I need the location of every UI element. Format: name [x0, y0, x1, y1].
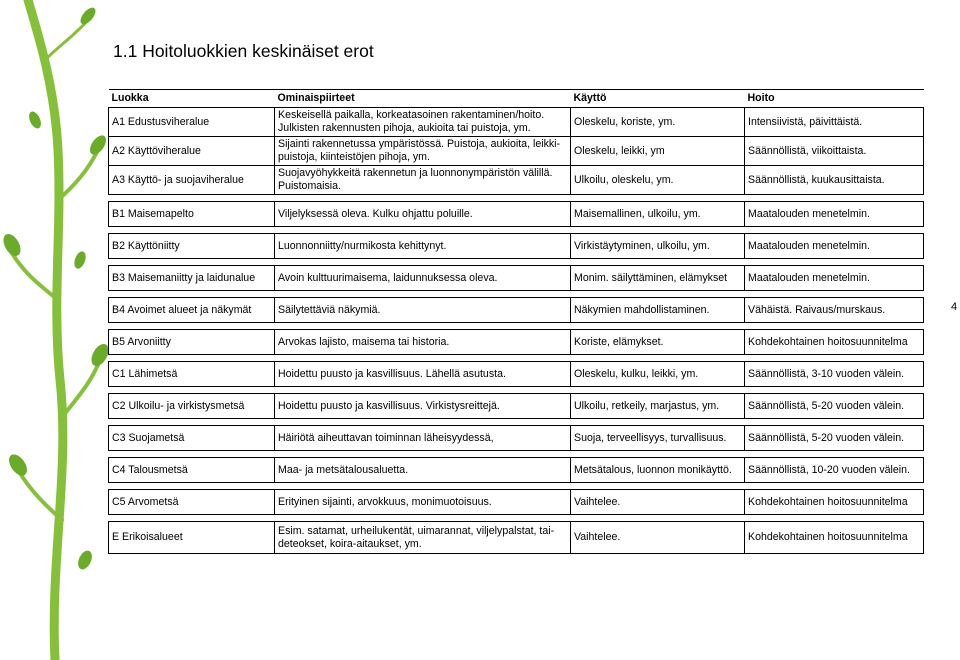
header-kaytto: Käyttö — [571, 90, 745, 108]
cell-hoito: Kohdekohtainen hoitosuunnitelma — [745, 490, 924, 515]
cell-kaytto: Vaihtelee. — [571, 522, 745, 554]
cell-ominaispiirteet: Hoidettu puusto ja kasvillisuus. Lähellä asutusta. — [275, 362, 571, 387]
cell-hoito: Säännöllistä, 5-20 vuoden välein. — [745, 394, 924, 419]
table-row — [109, 362, 924, 387]
cell-luokka: E Erikoisalueet — [109, 522, 275, 554]
cell-ominaispiirteet: Säilytettäviä näkymiä. — [275, 298, 571, 323]
spacer-cell — [109, 291, 924, 298]
cell-ominaispiirteet: Luonnonniitty/nurmikosta kehittynyt. — [275, 234, 571, 259]
cell-ominaispiirteet: Maa- ja metsätalousaluetta. — [275, 458, 571, 483]
cell-ominaispiirteet: Esim. satamat, urheilukentät, uimarannat, viljelypalstat, tai-deteokset, koira-aitaukset, ym. — [275, 522, 571, 554]
cell-luokka: C1 Lähimetsä — [109, 362, 275, 387]
spacer-cell — [109, 323, 924, 330]
table-row — [109, 137, 924, 166]
table-row — [109, 108, 924, 137]
spacer-cell — [109, 451, 924, 458]
table-body — [109, 108, 924, 554]
cell-hoito: Maatalouden menetelmin. — [745, 202, 924, 227]
cell-hoito: Säännöllistä, 5-20 vuoden välein. — [745, 426, 924, 451]
cell-kaytto: Näkymien mahdollistaminen. — [571, 298, 745, 323]
row-spacer — [109, 451, 924, 458]
cell-ominaispiirteet: Arvokas lajisto, maisema tai historia. — [275, 330, 571, 355]
cell-luokka: C2 Ulkoilu- ja virkistysmetsä — [109, 394, 275, 419]
row-spacer — [109, 195, 924, 202]
cell-hoito: Kohdekohtainen hoitosuunnitelma — [745, 330, 924, 355]
cell-kaytto: Ulkoilu, oleskelu, ym. — [571, 166, 745, 195]
cell-ominaispiirteet: Hoidettu puusto ja kasvillisuus. Virkistysreittejä. — [275, 394, 571, 419]
cell-luokka: C4 Talousmetsä — [109, 458, 275, 483]
table-row — [109, 490, 924, 515]
cell-kaytto: Vaihtelee. — [571, 490, 745, 515]
cell-luokka: A3 Käyttö- ja suojaviheralue — [109, 166, 275, 195]
spacer-cell — [109, 355, 924, 362]
header-ominaispiirteet: Ominaispiirteet — [275, 90, 571, 108]
cell-kaytto: Ulkoilu, retkeily, marjastus, ym. — [571, 394, 745, 419]
cell-ominaispiirteet: Suojavyöhykkeitä rakennetun ja luonnonympäristön välillä. Puistomaisia. — [275, 166, 571, 195]
table-row — [109, 266, 924, 291]
page-title: 1.1 Hoitoluokkien keskinäiset erot — [113, 41, 374, 61]
cell-luokka: B3 Maisemaniitty ja laidunalue — [109, 266, 275, 291]
cell-luokka: A2 Käyttöviheralue — [109, 137, 275, 166]
table-row — [109, 426, 924, 451]
table-row — [109, 522, 924, 554]
row-spacer — [109, 483, 924, 490]
cell-hoito: Säännöllistä, 3-10 vuoden välein. — [745, 362, 924, 387]
cell-hoito: Vähäistä. Raivaus/murskaus. — [745, 298, 924, 323]
cell-ominaispiirteet: Häiriötä aiheuttavan toiminnan läheisyydessä, — [275, 426, 571, 451]
header-hoito: Hoito — [745, 90, 924, 108]
cell-hoito: Säännöllistä, viikoittaista. — [745, 137, 924, 166]
cell-hoito: Maatalouden menetelmin. — [745, 234, 924, 259]
cell-luokka: B4 Avoimet alueet ja näkymät — [109, 298, 275, 323]
cell-ominaispiirteet: Avoin kulttuurimaisema, laidunnuksessa oleva. — [275, 266, 571, 291]
cell-hoito: Intensiivistä, päivittäistä. — [745, 108, 924, 137]
cell-ominaispiirteet: Erityinen sijainti, arvokkuus, monimuotoisuus. — [275, 490, 571, 515]
row-spacer — [109, 259, 924, 266]
table-row — [109, 202, 924, 227]
spacer-cell — [109, 483, 924, 490]
table-row — [109, 298, 924, 323]
cell-kaytto: Koriste, elämykset. — [571, 330, 745, 355]
cell-luokka: B1 Maisemapelto — [109, 202, 275, 227]
row-spacer — [109, 515, 924, 522]
cell-luokka: B2 Käyttöniitty — [109, 234, 275, 259]
row-spacer — [109, 291, 924, 298]
table-row — [109, 330, 924, 355]
table-header — [109, 90, 924, 108]
cell-hoito: Kohdekohtainen hoitosuunnitelma — [745, 522, 924, 554]
cell-luokka: B5 Arvoniitty — [109, 330, 275, 355]
vine-decoration — [0, 0, 110, 660]
cell-hoito: Säännöllistä, kuukausittaista. — [745, 166, 924, 195]
cell-luokka: A1 Edustusviheralue — [109, 108, 275, 137]
spacer-cell — [109, 195, 924, 202]
cell-kaytto: Maisemallinen, ulkoilu, ym. — [571, 202, 745, 227]
spacer-cell — [109, 515, 924, 522]
cell-ominaispiirteet: Viljelyksessä oleva. Kulku ohjattu poluille. — [275, 202, 571, 227]
row-spacer — [109, 323, 924, 330]
spacer-cell — [109, 227, 924, 234]
cell-ominaispiirteet: Keskeisellä paikalla, korkeatasoinen rakentaminen/hoito. Julkisten rakennusten pihoja, aukioita tai puistoja, ym. — [275, 108, 571, 137]
spacer-cell — [109, 419, 924, 426]
cell-kaytto: Virkistäytyminen, ulkoilu, ym. — [571, 234, 745, 259]
row-spacer — [109, 419, 924, 426]
table-row — [109, 458, 924, 483]
cell-hoito: Maatalouden menetelmin. — [745, 266, 924, 291]
page-number: 4 — [951, 301, 958, 313]
cell-kaytto: Suoja, terveellisyys, turvallisuus. — [571, 426, 745, 451]
cell-kaytto: Oleskelu, kulku, leikki, ym. — [571, 362, 745, 387]
spacer-cell — [109, 387, 924, 394]
cell-kaytto: Oleskelu, leikki, ym — [571, 137, 745, 166]
cell-kaytto: Metsätalous, luonnon monikäyttö. — [571, 458, 745, 483]
row-spacer — [109, 355, 924, 362]
table-row — [109, 166, 924, 195]
table-row — [109, 234, 924, 259]
care-class-table — [108, 89, 924, 554]
cell-luokka: C5 Arvometsä — [109, 490, 275, 515]
cell-hoito: Säännöllistä, 10-20 vuoden välein. — [745, 458, 924, 483]
row-spacer — [109, 387, 924, 394]
cell-ominaispiirteet: Sijainti rakennetussa ympäristössä. Puistoja, aukioita, leikki-puistoja, kiinteistöjen pihoja, ym. — [275, 137, 571, 166]
cell-kaytto: Monim. säilyttäminen, elämykset — [571, 266, 745, 291]
row-spacer — [109, 227, 924, 234]
header-row — [109, 90, 924, 108]
table-row — [109, 394, 924, 419]
cell-kaytto: Oleskelu, koriste, ym. — [571, 108, 745, 137]
header-luokka: Luokka — [109, 90, 275, 108]
spacer-cell — [109, 259, 924, 266]
cell-luokka: C3 Suojametsä — [109, 426, 275, 451]
